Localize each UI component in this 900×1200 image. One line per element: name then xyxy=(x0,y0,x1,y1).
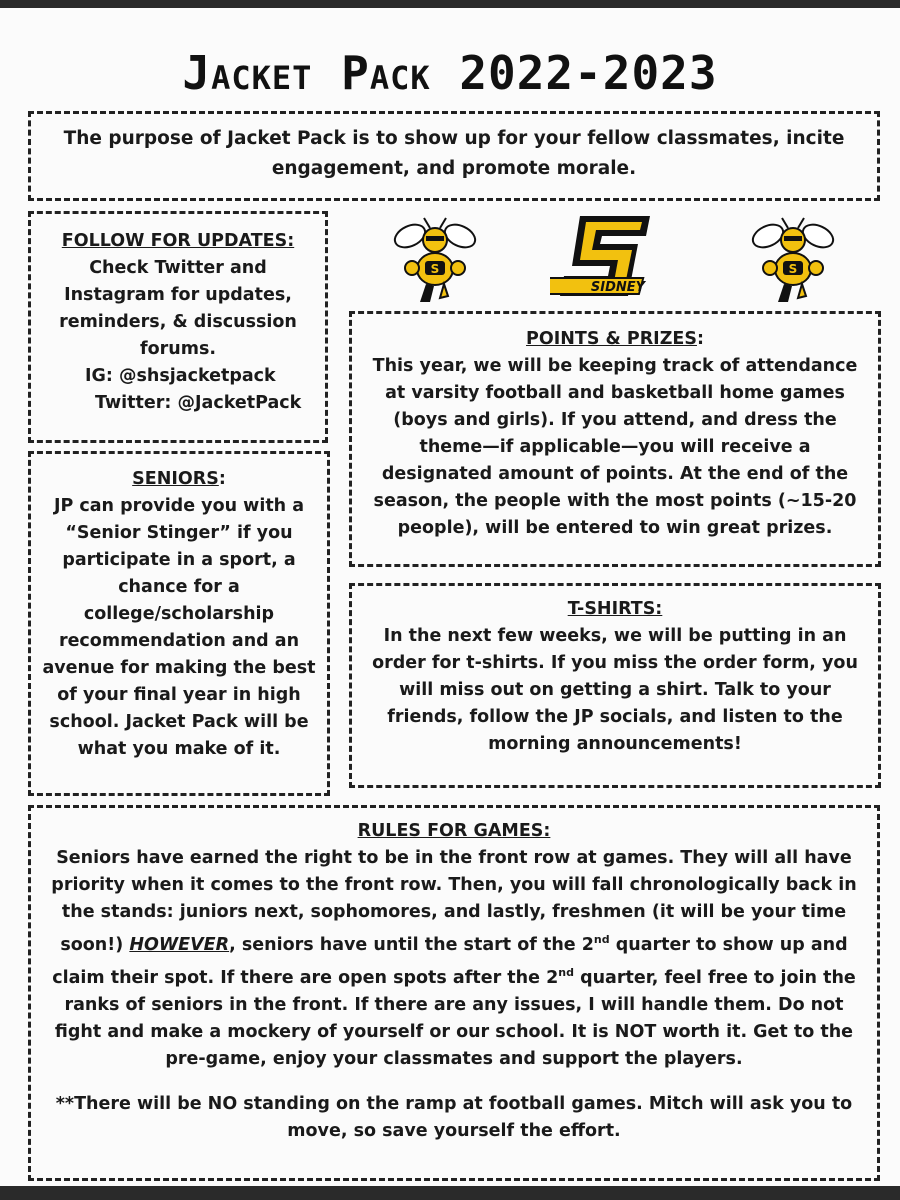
logo-row xyxy=(340,208,880,318)
rules-box xyxy=(28,805,880,1181)
tshirts-box xyxy=(349,583,881,788)
rules-paragraph xyxy=(47,845,861,1073)
twitter-handle: Twitter: @JacketPack xyxy=(95,393,302,413)
seniors-heading: SENIORS xyxy=(132,469,219,489)
mascot-left-letter: S xyxy=(430,262,440,276)
rules-nd-2: nd xyxy=(558,965,574,979)
rules-text-4: quarter, feel free to join the ranks of seniors in the front. If there are any issues, I will handle them. Do not fight and make a mockery of yourself or our school. It is NOT worth it. Get to the pre-game, enjoy your classmates and support the players. xyxy=(54,967,856,1069)
rules-nd-1: nd xyxy=(593,933,610,946)
tshirts-heading: T-SHIRTS: xyxy=(567,599,663,619)
purpose-box xyxy=(28,111,880,201)
seniors-heading-line xyxy=(41,466,317,493)
points-heading-line xyxy=(366,326,864,353)
follow-box xyxy=(28,211,328,443)
points-heading-colon: : xyxy=(696,329,704,349)
instagram-handle: IG: @shsjacketpack xyxy=(85,366,276,386)
page-title: Jacket Pack 2022-2023 xyxy=(182,46,718,100)
rules-heading: RULES FOR GAMES: xyxy=(357,821,551,841)
rules-however: HOWEVER xyxy=(129,934,230,955)
points-text: This year, we will be keeping track of attendance at varsity football and basketball home games (boys and girls). If you attend, and dress the theme—if applicable—you will receive a designated amount of points. At the end of the season, the people with the most points (~15-20 people), will be entered to win great prizes. xyxy=(372,356,858,538)
follow-text: Check Twitter and Instagram for updates, reminders, & discussion forums. xyxy=(59,258,297,359)
sidney-logo-text: SIDNEY xyxy=(590,280,646,295)
hornet-mascot-left-icon xyxy=(390,214,480,306)
rules-text-1: Seniors have earned the right to be in the front row at games. They will all have priority when it comes to the front row. Then, you will fall chronologically back in the stands: juniors next, sophomores, and lastly, freshmen (it will be your time soon!) xyxy=(51,848,857,955)
mascot-right-letter: S xyxy=(788,262,798,276)
rules-ramp-note: **There will be NO standing on the ramp at football games. Mitch will ask you to move, so save yourself the effort. xyxy=(55,1093,853,1141)
sidney-s-logo-icon xyxy=(550,208,670,308)
flyer-page xyxy=(0,8,900,1186)
tshirts-text: In the next few weeks, we will be putting in an order for t-shirts. If you miss the order form, you will miss out on getting a shirt. Talk to your friends, follow the JP socials, and listen to the morning announcements! xyxy=(372,626,858,754)
points-heading: POINTS & PRIZES xyxy=(526,329,697,349)
seniors-text: JP can provide you with a “Senior Stinger” if you participate in a sport, a chance for a college/scholarship recommendation and an avenue for making the best of your final year in high school. Jacket Pack will be what you make of it. xyxy=(42,496,316,759)
hornet-mascot-right-icon xyxy=(748,214,838,306)
follow-heading: FOLLOW FOR UPDATES: xyxy=(61,231,295,251)
seniors-heading-colon: : xyxy=(218,469,226,489)
rules-text-3: quarter to show up and claim their spot. If there are open spots after the 2 xyxy=(52,934,848,988)
seniors-box xyxy=(28,451,330,796)
purpose-text: The purpose of Jacket Pack is to show up for your fellow classmates, incite engagement, and promote morale. xyxy=(63,128,845,179)
rules-text-2: , seniors have until the start of the 2 xyxy=(229,934,594,955)
points-box xyxy=(349,311,881,567)
